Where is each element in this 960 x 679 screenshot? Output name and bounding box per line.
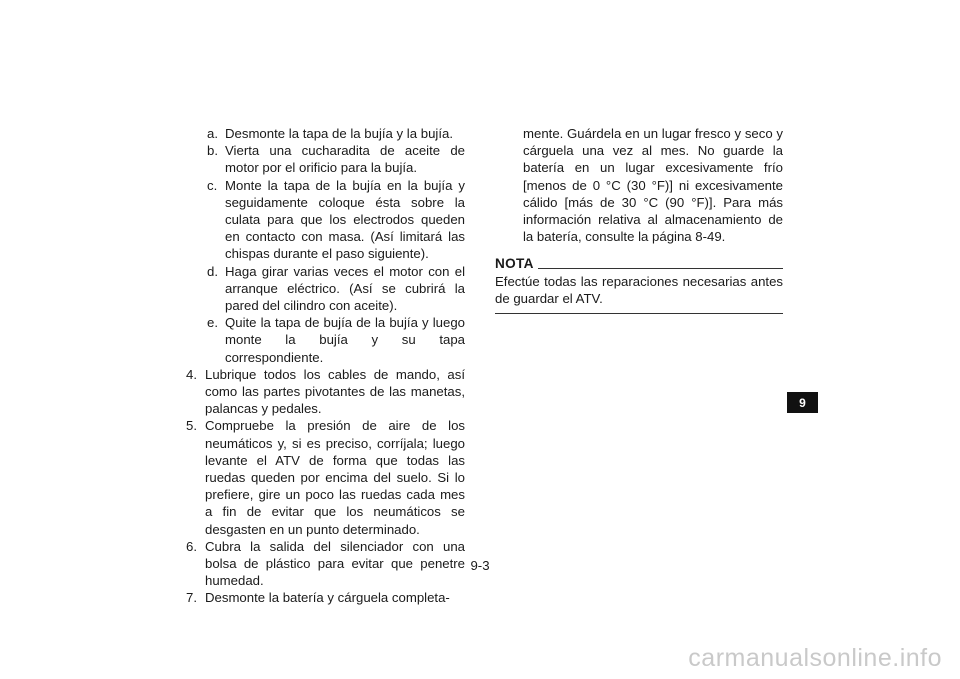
item-text: Lubrique todos los cables de mando, así como las partes pivotantes de las manetas, palancas y pedales. — [205, 366, 465, 417]
item-marker: 7. — [186, 590, 197, 606]
list-item — [185, 177, 465, 263]
item-marker: d. — [207, 263, 218, 279]
list-item — [185, 263, 465, 315]
item-text: Compruebe la presión de aire de los neumáticos y, si es preciso, corríjala; luego levante el ATV de forma que todas las ruedas queden por encima del suelo. Si lo prefiere, gire un poco las ruedas cada mes a fin de evitar que los neumáticos se desgasten en un punto determinado. — [205, 418, 465, 537]
list-item — [185, 417, 465, 537]
note-label: NOTA — [495, 256, 534, 272]
list-item — [185, 538, 465, 590]
item-text: Desmonte la tapa de la bujía y la bujía. — [225, 126, 453, 141]
watermark: carmanualsonline.info — [688, 644, 942, 672]
item-marker: e. — [207, 315, 218, 331]
item-marker: 6. — [186, 538, 197, 554]
list-item — [185, 314, 465, 366]
item-text: Desmonte la batería y cárguela completa- — [205, 590, 450, 606]
continuation-text: mente. Guárdela en un lugar fresco y seco y cárguela una vez al mes. No guarde la batería en un lugar excesivamente frío [menos de 0 °C (30 °F)] ni excesivamente cálido [más de 30 °C (90 °F)]. Para más información relativa al almacenamiento de la batería, consulte la página 8-49. — [523, 126, 783, 245]
item-text: Quite la tapa de bujía de la bujía y luego monte la bujía y su tapa correspondiente. — [225, 315, 465, 365]
list-item — [185, 589, 465, 606]
item-text: Cubra la salida del silenciador con una bolsa de plástico para evitar que penetre humedad. — [205, 538, 465, 589]
left-column — [185, 125, 465, 607]
item-text: Haga girar varias veces el motor con el arranque eléctrico. (Así se cubrirá la pared del cilindro con aceite). — [225, 263, 465, 314]
chapter-tab: 9 — [787, 392, 818, 413]
list-item — [185, 125, 465, 142]
page-number: 9-3 — [470, 558, 490, 573]
item-marker: b. — [207, 143, 218, 159]
list-item — [185, 366, 465, 418]
note-rule — [538, 268, 783, 269]
list-item — [185, 142, 465, 176]
item-text: Monte la tapa de la bujía en la bujía y seguidamente coloque ésta sobre la culata para que los electrodos queden en contacto con masa. (Así limitará las chispas durante el paso siguiente). — [225, 177, 465, 262]
item-marker: a. — [207, 126, 218, 141]
right-column — [495, 125, 783, 314]
item-marker: c. — [207, 177, 218, 193]
note-heading — [495, 255, 783, 272]
note-text: Efectúe todas las reparaciones necesarias antes de guardar el ATV. — [495, 273, 783, 314]
item-marker: 5. — [186, 418, 197, 434]
item-text: Vierta una cucharadita de aceite de motor por el orificio para la bujía. — [225, 143, 465, 176]
item-marker: 4. — [186, 366, 197, 382]
